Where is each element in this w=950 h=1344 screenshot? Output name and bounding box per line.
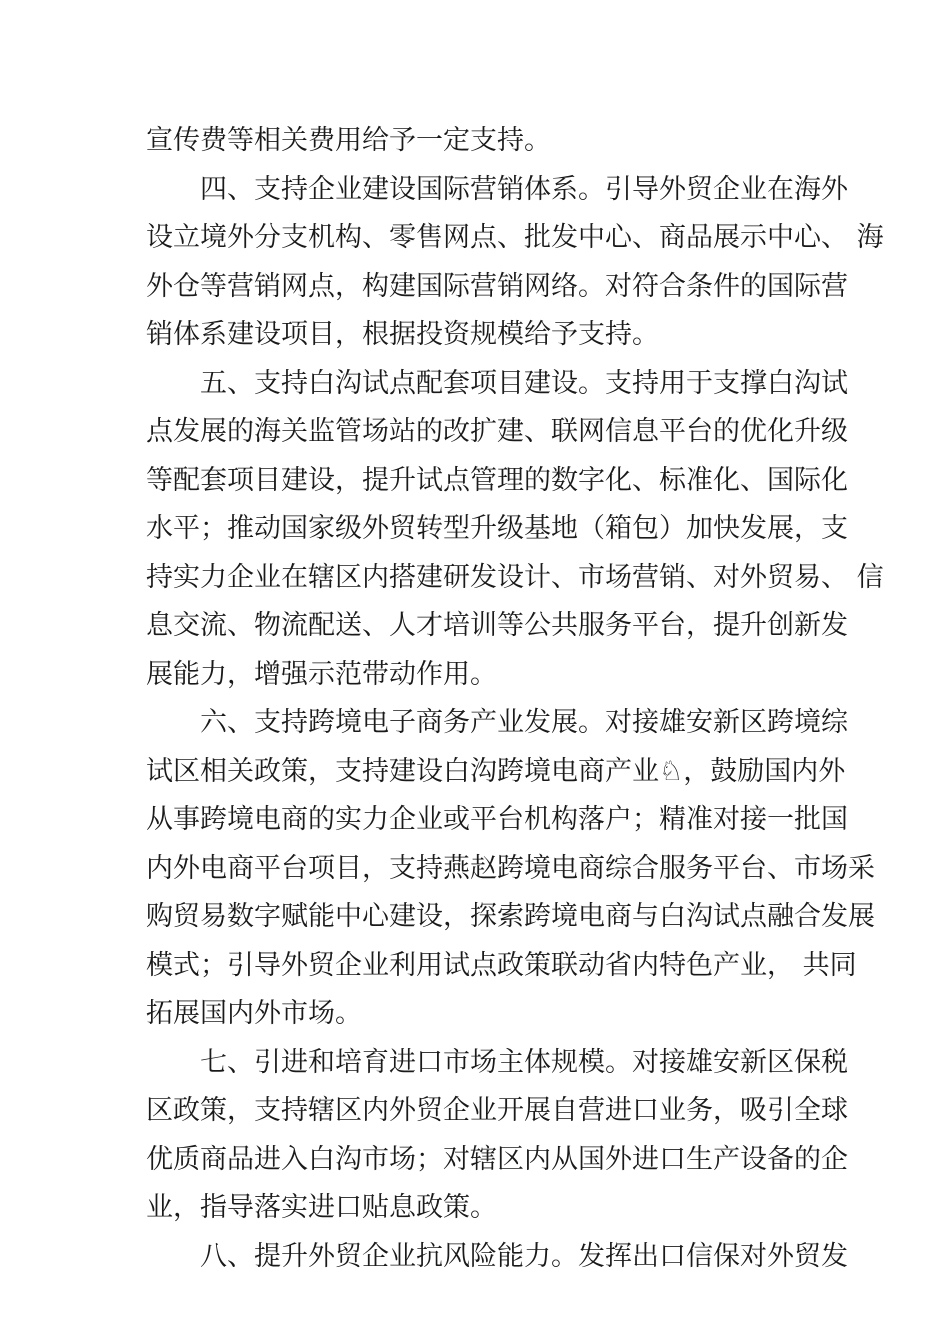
text-line: 模式；引导外贸企业利用试点政策联动省内特色产业， 共同 (146, 949, 857, 981)
text-line: 展能力，增强示范带动作用。 (146, 658, 497, 690)
paragraph-heading-line: 四、支持企业建设国际营销体系。引导外贸企业在海外 (200, 173, 848, 205)
text-line: 优质商品进入白沟市场；对辖区内从国外进口生产设备的企 (146, 1143, 848, 1175)
text-line: 试区相关政策，支持建设白沟跨境电商产业♘，鼓励国内外 (146, 755, 846, 787)
text-line: 业，指导落实进口贴息政策。 (146, 1192, 497, 1223)
text-line: 拓展国内外市场。 (146, 998, 362, 1029)
text-line: 等配套项目建设，提升试点管理的数字化、标准化、国际化 (146, 464, 848, 496)
text-line: 从事跨境电商的实力企业或平台机构落户；精准对接一批国 (146, 804, 848, 835)
paragraph-heading-line: 五、支持白沟试点配套项目建设。支持用于支撑白沟试 (200, 367, 848, 399)
paragraph-heading-line: 八、提升外贸企业抗风险能力。发挥出口信保对外贸发 (200, 1240, 848, 1272)
text-line: 内外电商平台项目，支持燕赵跨境电商综合服务平台、市场采 (146, 852, 875, 884)
text-line: 持实力企业在辖区内搭建研发设计、市场营销、对外贸易、 信 (146, 561, 884, 593)
paragraph-heading-line: 六、支持跨境电子商务产业发展。对接雄安新区跨境综 (200, 707, 848, 738)
text-line: 区政策，支持辖区内外贸企业开展自营进口业务，吸引全球 (146, 1095, 848, 1126)
text-line: 销体系建设项目，根据投资规模给予支持。 (146, 319, 659, 350)
body-text (146, 117, 884, 1281)
paragraph-heading-line: 七、引进和培育进口市场主体规模。对接雄安新区保税 (200, 1046, 848, 1078)
text-line: 外仓等营销网点，构建国际营销网络。对符合条件的国际营 (146, 270, 848, 302)
text-line: 点发展的海关监管场站的改扩建、联网信息平台的优化升级 (146, 416, 848, 447)
text-line: 设立境外分支机构、零售网点、批发中心、商品展示中心、 海 (146, 222, 884, 253)
text-line: 水平；推动国家级外贸转型升级基地（箱包）加快发展，支 (146, 513, 848, 544)
text-line: 购贸易数字赋能中心建设，探索跨境电商与白沟试点融合发展 (146, 901, 875, 932)
text-line: 息交流、物流配送、人才培训等公共服务平台，提升创新发 (146, 610, 848, 641)
text-line: 宣传费等相关费用给予一定支持。 (146, 125, 551, 156)
